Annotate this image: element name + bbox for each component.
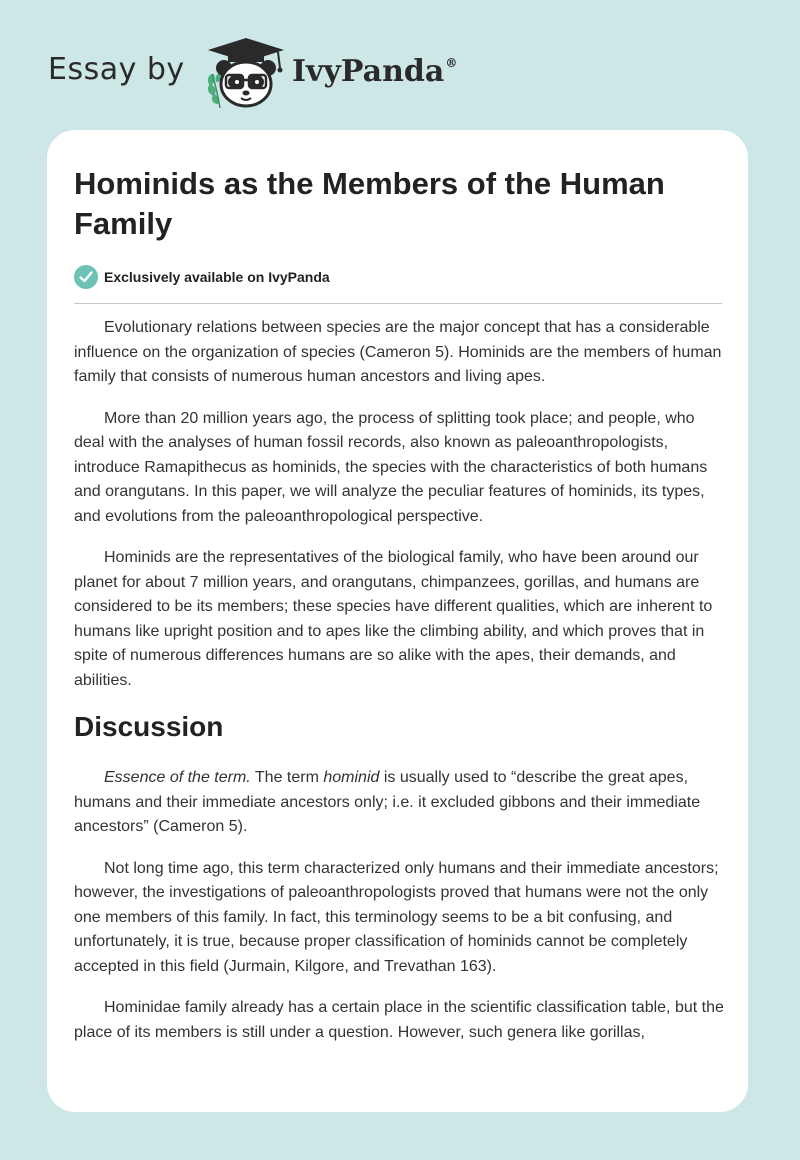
discussion-heading: Discussion xyxy=(74,711,224,742)
ivypanda-logo-icon[interactable] xyxy=(200,34,292,110)
exclusive-badge xyxy=(74,264,330,290)
paragraph-lead: Essence of the term. xyxy=(104,769,251,786)
term-hominid: hominid xyxy=(323,769,380,786)
badge-text: Exclusively available on IvyPanda xyxy=(104,269,330,285)
essay-body xyxy=(74,316,724,1062)
essay-title: Hominids as the Members of the Human Family xyxy=(74,166,665,241)
registered-mark: ® xyxy=(445,56,458,70)
essay-by-label: Essay by xyxy=(48,52,185,87)
divider xyxy=(74,303,722,304)
brand-name[interactable]: IvyPanda® xyxy=(292,54,458,89)
paragraph: Hominidae family already has a certain place in the scientific classification table, but the place of its members is still under a question. However, such genera like gorillas, xyxy=(74,999,724,1041)
paragraph: More than 20 million years ago, the process of splitting took place; and people, who deal with the analyses of human fossil records, also known as paleoanthropologists, introduce Ramapithecus as hominids, the species with the characteristics of both humans and orangutans. In this paper, we will analyze the peculiar features of hominids, its types, and evolutions from the paleoanthropological perspective. xyxy=(74,409,708,525)
paragraph: Essence of the term. The term hominid is usually used to “describe the great apes, humans and their immediate ancestors only; i.e. it excluded gibbons and their immediate ancestors” (Cameron 5). xyxy=(74,769,701,835)
essay-card xyxy=(47,130,748,1112)
site-header xyxy=(0,0,800,130)
paragraph: Evolutionary relations between species are the major concept that has a considerable influence on the organization of species (Cameron 5). Hominids are the members of human family that consists of numerous human ancestors and living apes. xyxy=(74,319,722,385)
paragraph: Hominids are the representatives of the biological family, who have been around our planet for about 7 million years, and orangutans, chimpanzees, gorillas, and humans are considered to be its members; these species have different qualities, which are inherent to humans like upright position and to apes like the climbing ability, and which proves that in spite of numerous differences humans are so alike with the apes, their demands, and abilities. xyxy=(74,549,713,689)
paragraph: Not long time ago, this term characterized only humans and their immediate ancestors; however, the investigations of paleoanthropologists proved that humans were not the only one members of this family. In fact, this terminology seems to be a bit confusing, and unfortunately, it is true, because proper classification of hominids cannot be completely accepted in this field (Jurmain, Kilgore, and Trevathan 163). xyxy=(74,859,719,975)
check-icon xyxy=(74,265,98,289)
